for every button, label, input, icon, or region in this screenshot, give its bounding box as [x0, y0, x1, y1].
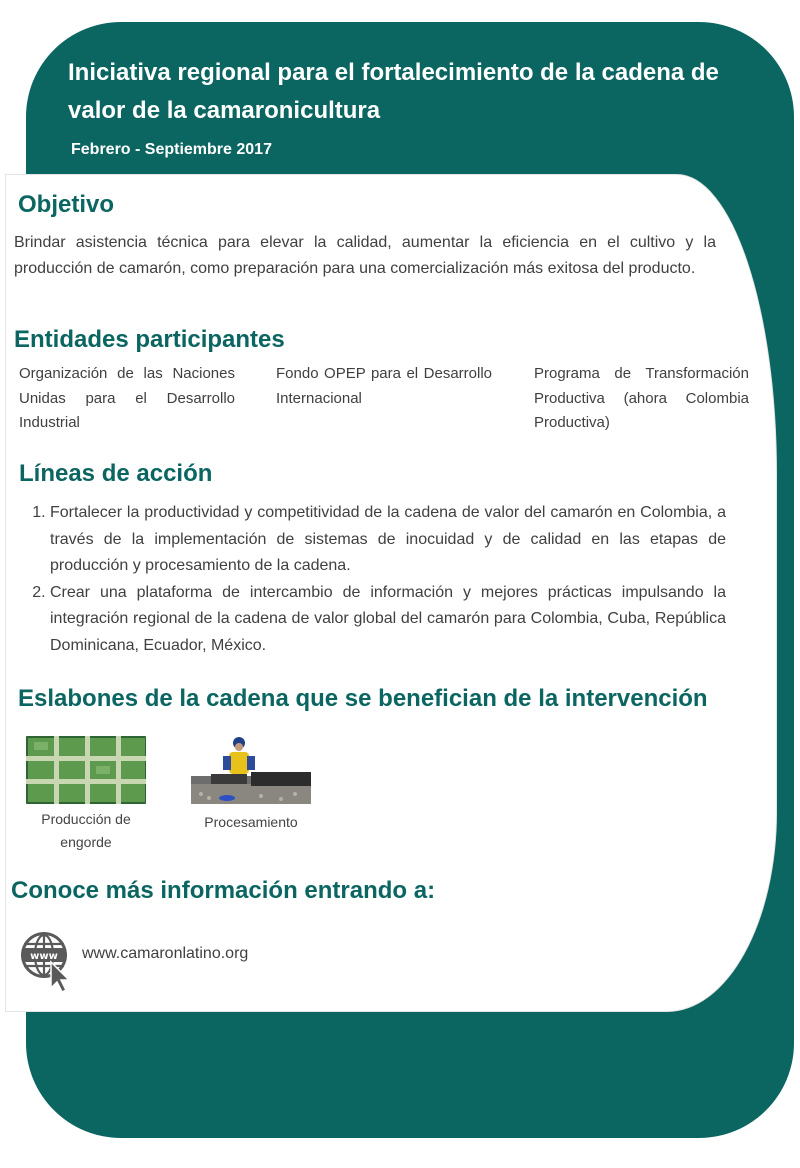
www-globe-cursor-icon — [19, 930, 75, 994]
value-chain-links-heading: Eslabones de la cadena que se benefician de la intervención — [18, 685, 708, 712]
entity-unido: Organización de las Naciones Unidas para el Desarrollo Industrial — [19, 365, 235, 431]
shrimp-ponds-photo — [26, 736, 146, 804]
more-info-heading: Conoce más información entrando a: — [11, 877, 436, 904]
action-line-item: 1. Fortalecer la productividad y competitividad de la cadena de valor del camarón en Colombia, a través de la implementación de sistemas de inocuidad y de calidad en las etapas de producción y procesamiento de la cadena. — [50, 500, 726, 580]
action-lines-list — [30, 500, 726, 659]
page-title: Iniciativa regional para el fortalecimiento de la cadena de valor de la camaronicultura — [68, 59, 719, 124]
shrimp-processing-worker-photo — [191, 736, 311, 804]
action-line-item: 2. Crear una plataforma de intercambio de información y mejores prácticas impulsando la integración regional de la cadena de valor global del camarón para Colombia, Cuba, República Dominicana, Ecuador, México. — [50, 580, 726, 660]
entity-opec-fund: Fondo OPEP para el Desarrollo Internacional — [276, 365, 492, 407]
website-link[interactable]: www.camaronlatino.org — [82, 945, 249, 962]
entity-ptp: Programa de Transformación Productiva (ahora Colombia Productiva) — [534, 365, 749, 431]
svg-text:www: www — [30, 951, 58, 962]
objective-heading: Objetivo — [18, 191, 115, 218]
action-lines-heading: Líneas de acción — [19, 460, 213, 487]
date-range: Febrero - Septiembre 2017 — [71, 141, 272, 158]
entities-heading: Entidades participantes — [14, 326, 285, 353]
photo-caption: Procesamiento — [204, 814, 298, 830]
photo-caption: Producción de engorde — [41, 811, 131, 850]
objective-text: Brindar asistencia técnica para elevar la calidad, aumentar la eficiencia en el cultivo y la producción de camarón, como preparación para una comercialización más exitosa del producto. — [14, 234, 716, 277]
